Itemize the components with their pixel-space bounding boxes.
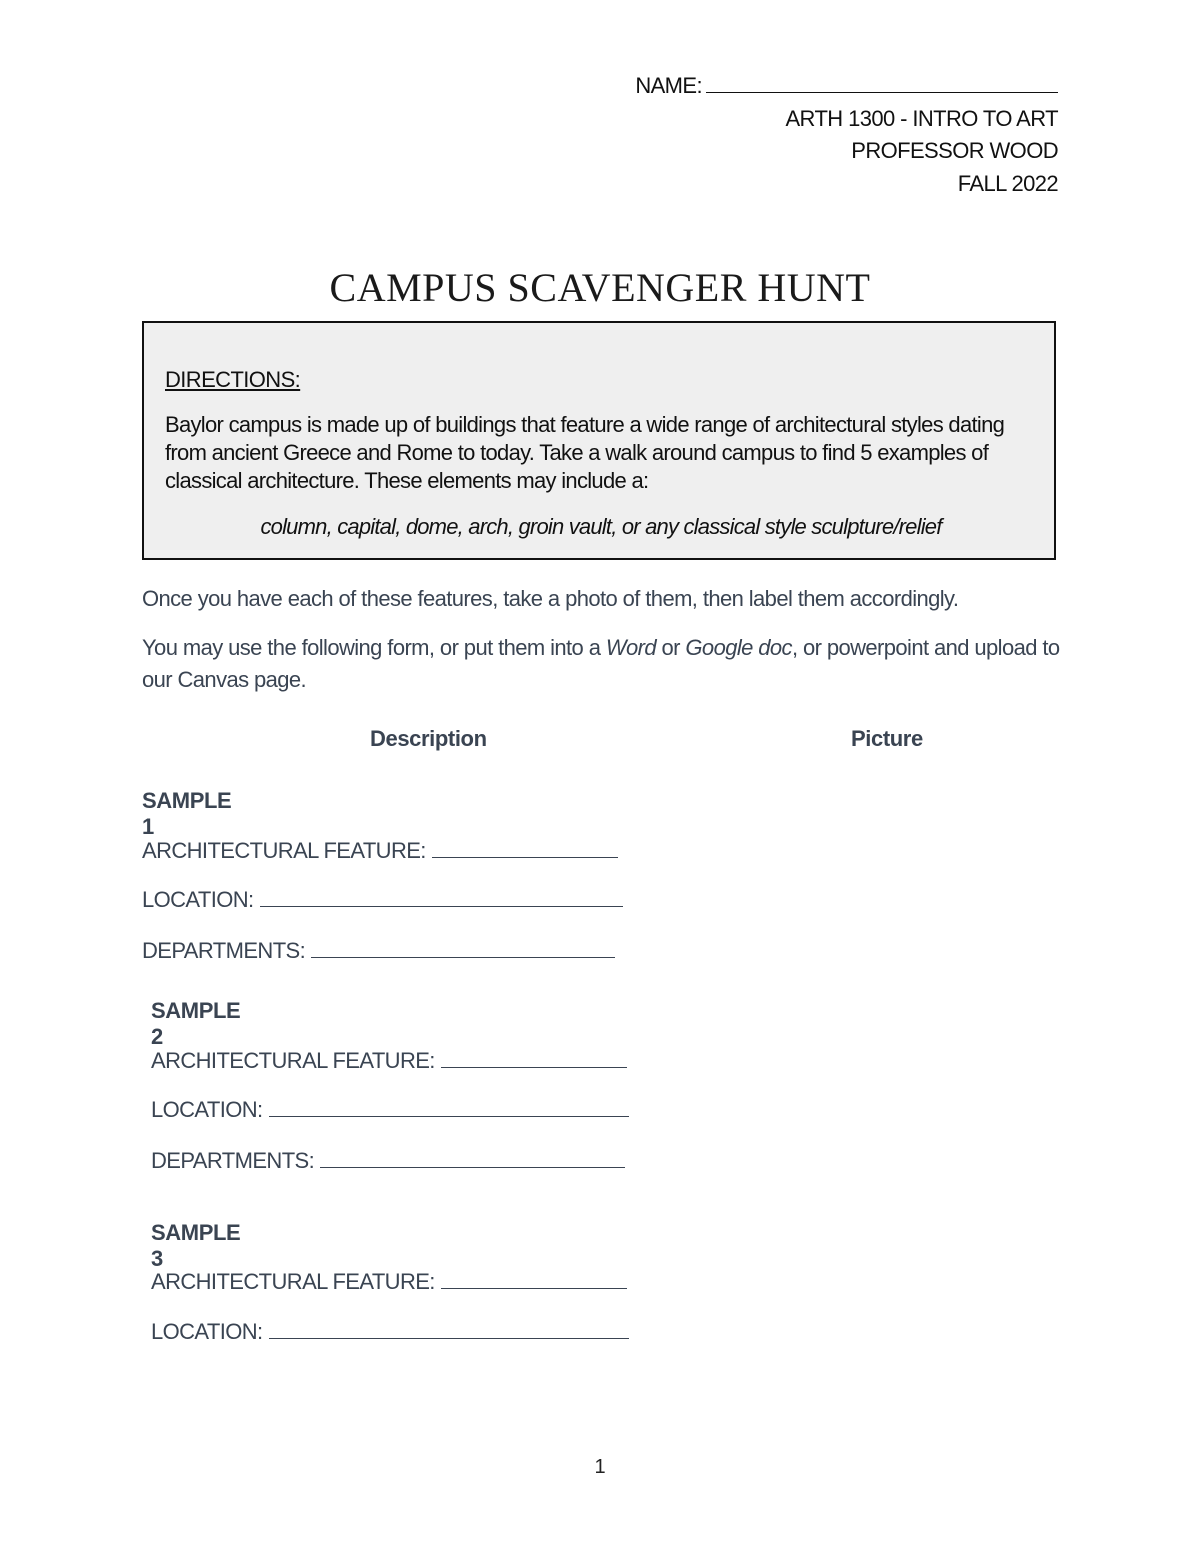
term-line: FALL 2022 xyxy=(957,170,1058,196)
location-row xyxy=(151,1319,629,1345)
sample-title: SAMPLE 3 xyxy=(151,1220,241,1271)
instruction-text: , or powerpoint and upload to our Canvas page. xyxy=(142,635,1060,692)
architectural-feature-row xyxy=(151,1048,627,1074)
architectural-feature-row xyxy=(142,838,618,864)
departments-row xyxy=(151,1148,625,1174)
name-row xyxy=(635,70,1058,103)
sample-title: SAMPLE 1 xyxy=(142,788,232,839)
departments-label: DEPARTMENTS: xyxy=(151,1148,315,1173)
architectural-feature-label: ARCHITECTURAL FEATURE: xyxy=(151,1048,435,1073)
architectural-feature-field[interactable] xyxy=(432,839,618,858)
location-row xyxy=(142,887,623,913)
departments-row xyxy=(142,938,615,964)
instruction-paragraph-2 xyxy=(142,632,1062,696)
header-block xyxy=(635,70,1058,200)
name-label: NAME: xyxy=(635,73,702,98)
location-label: LOCATION: xyxy=(151,1097,263,1122)
instruction-text: You may use the following form, or put them into a xyxy=(142,635,606,660)
professor-line: PROFESSOR WOOD xyxy=(851,138,1058,163)
departments-field[interactable] xyxy=(311,939,615,958)
architectural-feature-label: ARCHITECTURAL FEATURE: xyxy=(142,838,426,863)
name-field[interactable] xyxy=(706,72,1058,93)
course-line: ARTH 1300 - INTRO TO ART xyxy=(785,105,1058,131)
description-column-header: Description xyxy=(370,726,487,751)
architectural-feature-field[interactable] xyxy=(441,1270,627,1289)
sample-title: SAMPLE 2 xyxy=(151,998,241,1049)
departments-label: DEPARTMENTS: xyxy=(142,938,306,963)
architectural-elements-list: column, capital, dome, arch, groin vault, or any classical style sculpture/relief xyxy=(260,514,942,539)
picture-column-header: Picture xyxy=(851,726,923,751)
architectural-feature-field[interactable] xyxy=(441,1049,627,1068)
architectural-feature-row xyxy=(151,1269,627,1295)
location-field[interactable] xyxy=(269,1098,629,1117)
departments-field[interactable] xyxy=(320,1149,625,1168)
location-label: LOCATION: xyxy=(151,1319,263,1344)
location-row xyxy=(151,1097,629,1123)
instruction-paragraph-1: Once you have each of these features, take a photo of them, then label them accordingly. xyxy=(142,586,959,611)
location-label: LOCATION: xyxy=(142,887,254,912)
directions-text: Baylor campus is made up of buildings that feature a wide range of architectural styles dating from ancient Greece and Rome to today. Take a walk around campus to find 5 examples of classical architecture. These elements may include a: xyxy=(165,412,1005,493)
architectural-feature-label: ARCHITECTURAL FEATURE: xyxy=(151,1269,435,1294)
location-field[interactable] xyxy=(269,1320,629,1339)
page-title: CAMPUS SCAVENGER HUNT xyxy=(329,265,871,310)
directions-box xyxy=(142,321,1056,560)
instruction-text: or xyxy=(656,635,686,660)
page-number: 1 xyxy=(594,1456,606,1478)
location-field[interactable] xyxy=(260,888,623,907)
google-doc-mention: Google doc xyxy=(685,635,792,660)
word-mention: Word xyxy=(605,635,657,660)
directions-heading: DIRECTIONS: xyxy=(165,367,301,392)
